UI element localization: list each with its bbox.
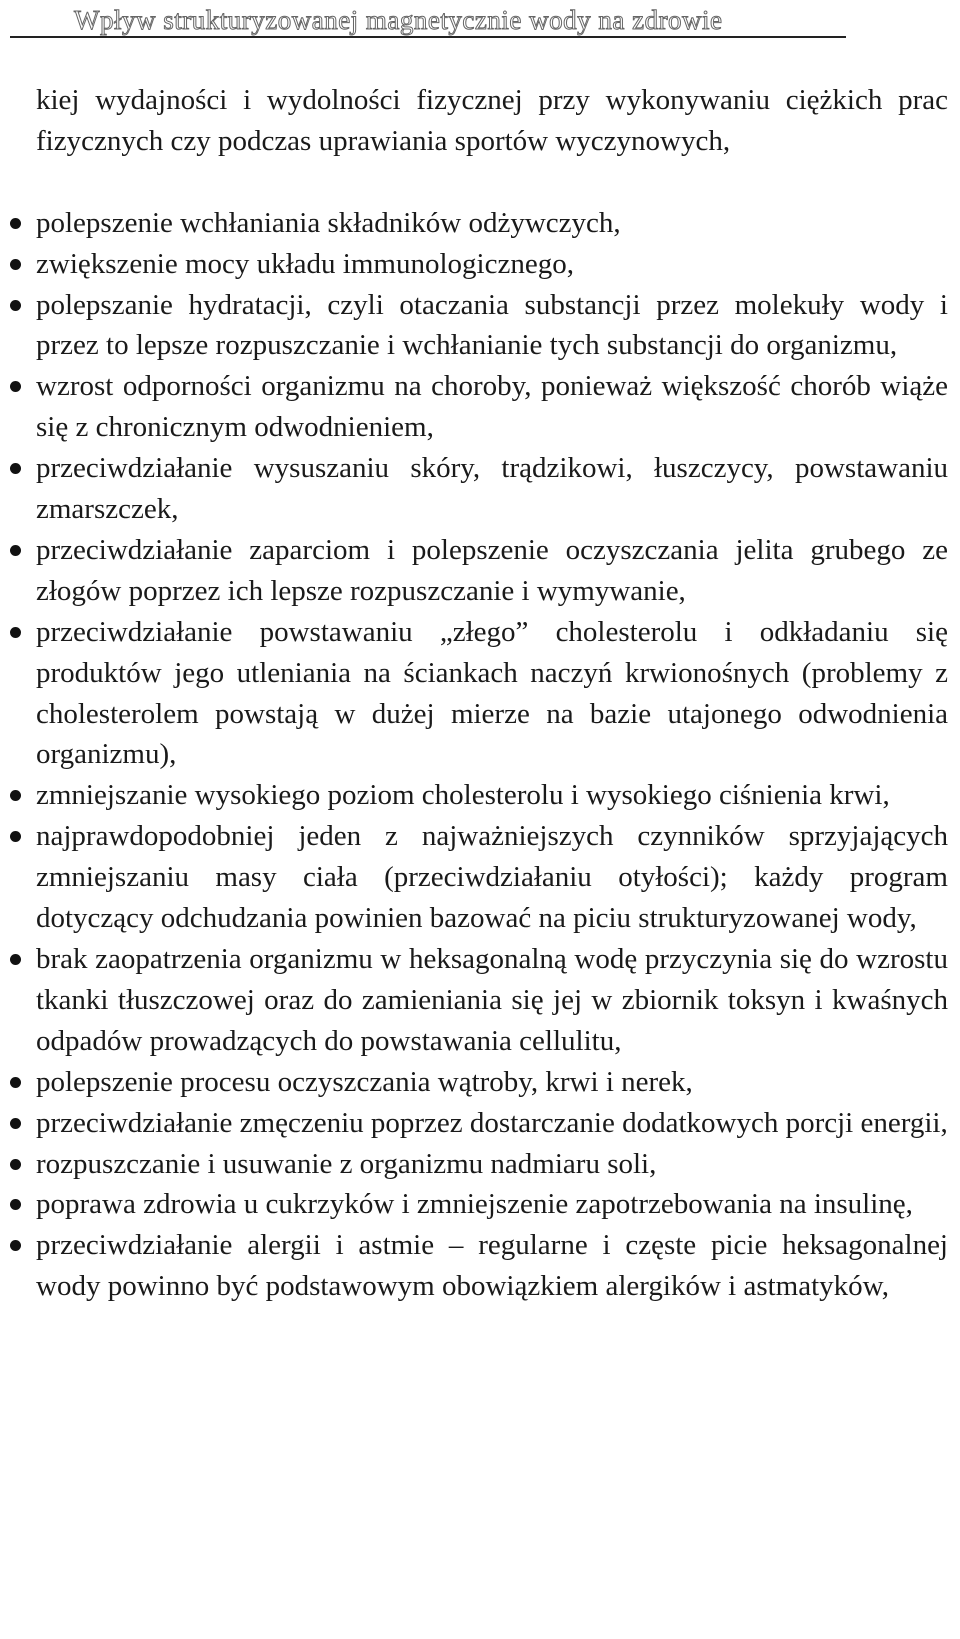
list-item-text: zwiększenie mocy układu immunologicznego,: [36, 247, 574, 280]
list-item-text: przeciwdziałanie powstawaniu „złego” cholesterolu i odkładaniu się produktów jego utleniania na ściankach naczyń krwionośnych (problemy z cholesterolem powstają w dużej mierze na bazie utajonego odwodnienia organizmu),: [36, 615, 948, 771]
list-item-text: zmniejszanie wysokiego poziom cholesterolu i wysokiego ciśnienia krwi,: [36, 779, 890, 812]
lead-in-paragraph: kiej wydajności i wydolności fizycznej przy wykonywaniu ciężkich prac fizycznych czy podczas uprawiania sportów wyczynowych,: [36, 84, 948, 157]
list-item-text: polepszenie procesu oczyszczania wątroby, krwi i nerek,: [36, 1065, 693, 1098]
list-item-text: przeciwdziałanie wysuszaniu skóry, trądzikowi, łuszczycy, powstawaniu zmarszczek,: [36, 452, 948, 526]
list-item: [0, 1225, 948, 1307]
running-header: [10, 2, 846, 38]
list-item: [0, 530, 948, 612]
list-item-text: przeciwdziałanie zmęczeniu poprzez dostarczanie dodatkowych porcji energii,: [36, 1106, 948, 1139]
list-item-text: poprawa zdrowia u cukrzyków i zmniejszenie zapotrzebowania na insulinę,: [36, 1188, 913, 1221]
list-item: [0, 244, 948, 285]
bullet-icon: [10, 1240, 21, 1251]
bullet-icon: [10, 300, 21, 311]
bullet-icon: [10, 790, 21, 801]
running-header-title: Wpływ strukturyzowanej magnetycznie wody na zdrowie: [74, 5, 723, 35]
bullet-icon: [10, 1199, 21, 1210]
list-item-text: polepszenie wchłaniania składników odżywczych,: [36, 206, 621, 239]
list-item: [0, 775, 948, 816]
list-item: [0, 285, 948, 367]
list-item-text: przeciwdziałanie alergii i astmie – regularne i częste picie heksagonalnej wody powinno być podstawowym obowiązkiem alergików i astmatyków,: [36, 1229, 948, 1303]
bullet-icon: [10, 545, 21, 556]
list-item: [0, 1144, 948, 1185]
bullet-icon: [10, 831, 21, 842]
list-item: [0, 1062, 948, 1103]
list-item: [0, 448, 948, 530]
list-item: [0, 203, 948, 244]
bullet-icon: [10, 218, 21, 229]
bullet-icon: [10, 627, 21, 638]
list-item-text: najprawdopodobniej jeden z najważniejszych czynników sprzyjających zmniejszaniu masy ciała (przeciwdziałaniu otyłości); każdy program dotyczący odchudzania powinien bazować na piciu strukturyzowanej wody,: [36, 820, 948, 935]
bullet-icon: [10, 1118, 21, 1129]
bullet-icon: [10, 463, 21, 474]
list-item-text: polepszanie hydratacji, czyli otaczania substancji przez molekuły wody i przez to lepsze rozpuszczanie i wchłanianie tych substancji do organizmu,: [36, 288, 948, 362]
bullet-icon: [10, 954, 21, 965]
bullet-icon: [10, 1159, 21, 1170]
list-item: [0, 1184, 948, 1225]
list-item: [0, 1103, 948, 1144]
list-item: [0, 366, 948, 448]
list-item-text: przeciwdziałanie zaparciom i polepszenie oczyszczania jelita grubego ze złogów poprzez ich lepsze rozpuszczanie i wymywanie,: [36, 533, 948, 607]
list-item: [0, 816, 948, 939]
bullet-icon: [10, 259, 21, 270]
list-item: [0, 939, 948, 1062]
bullet-icon: [10, 1077, 21, 1088]
list-item-text: rozpuszczanie i usuwanie z organizmu nadmiaru soli,: [36, 1147, 657, 1180]
list-item-text: brak zaopatrzenia organizmu w heksagonalną wodę przyczynia się do wzrostu tkanki tłuszczowej oraz do zamieniania się jej w zbiornik toksyn i kwaśnych odpadów prowadzących do powstawania cellulitu,: [36, 943, 948, 1057]
bullet-icon: [10, 381, 21, 392]
list-item: [0, 612, 948, 776]
list-item-text: wzrost odporności organizmu na choroby, ponieważ większość chorób wiąże się z chronicznym odwodnieniem,: [36, 370, 948, 444]
benefits-list: [0, 203, 960, 1307]
